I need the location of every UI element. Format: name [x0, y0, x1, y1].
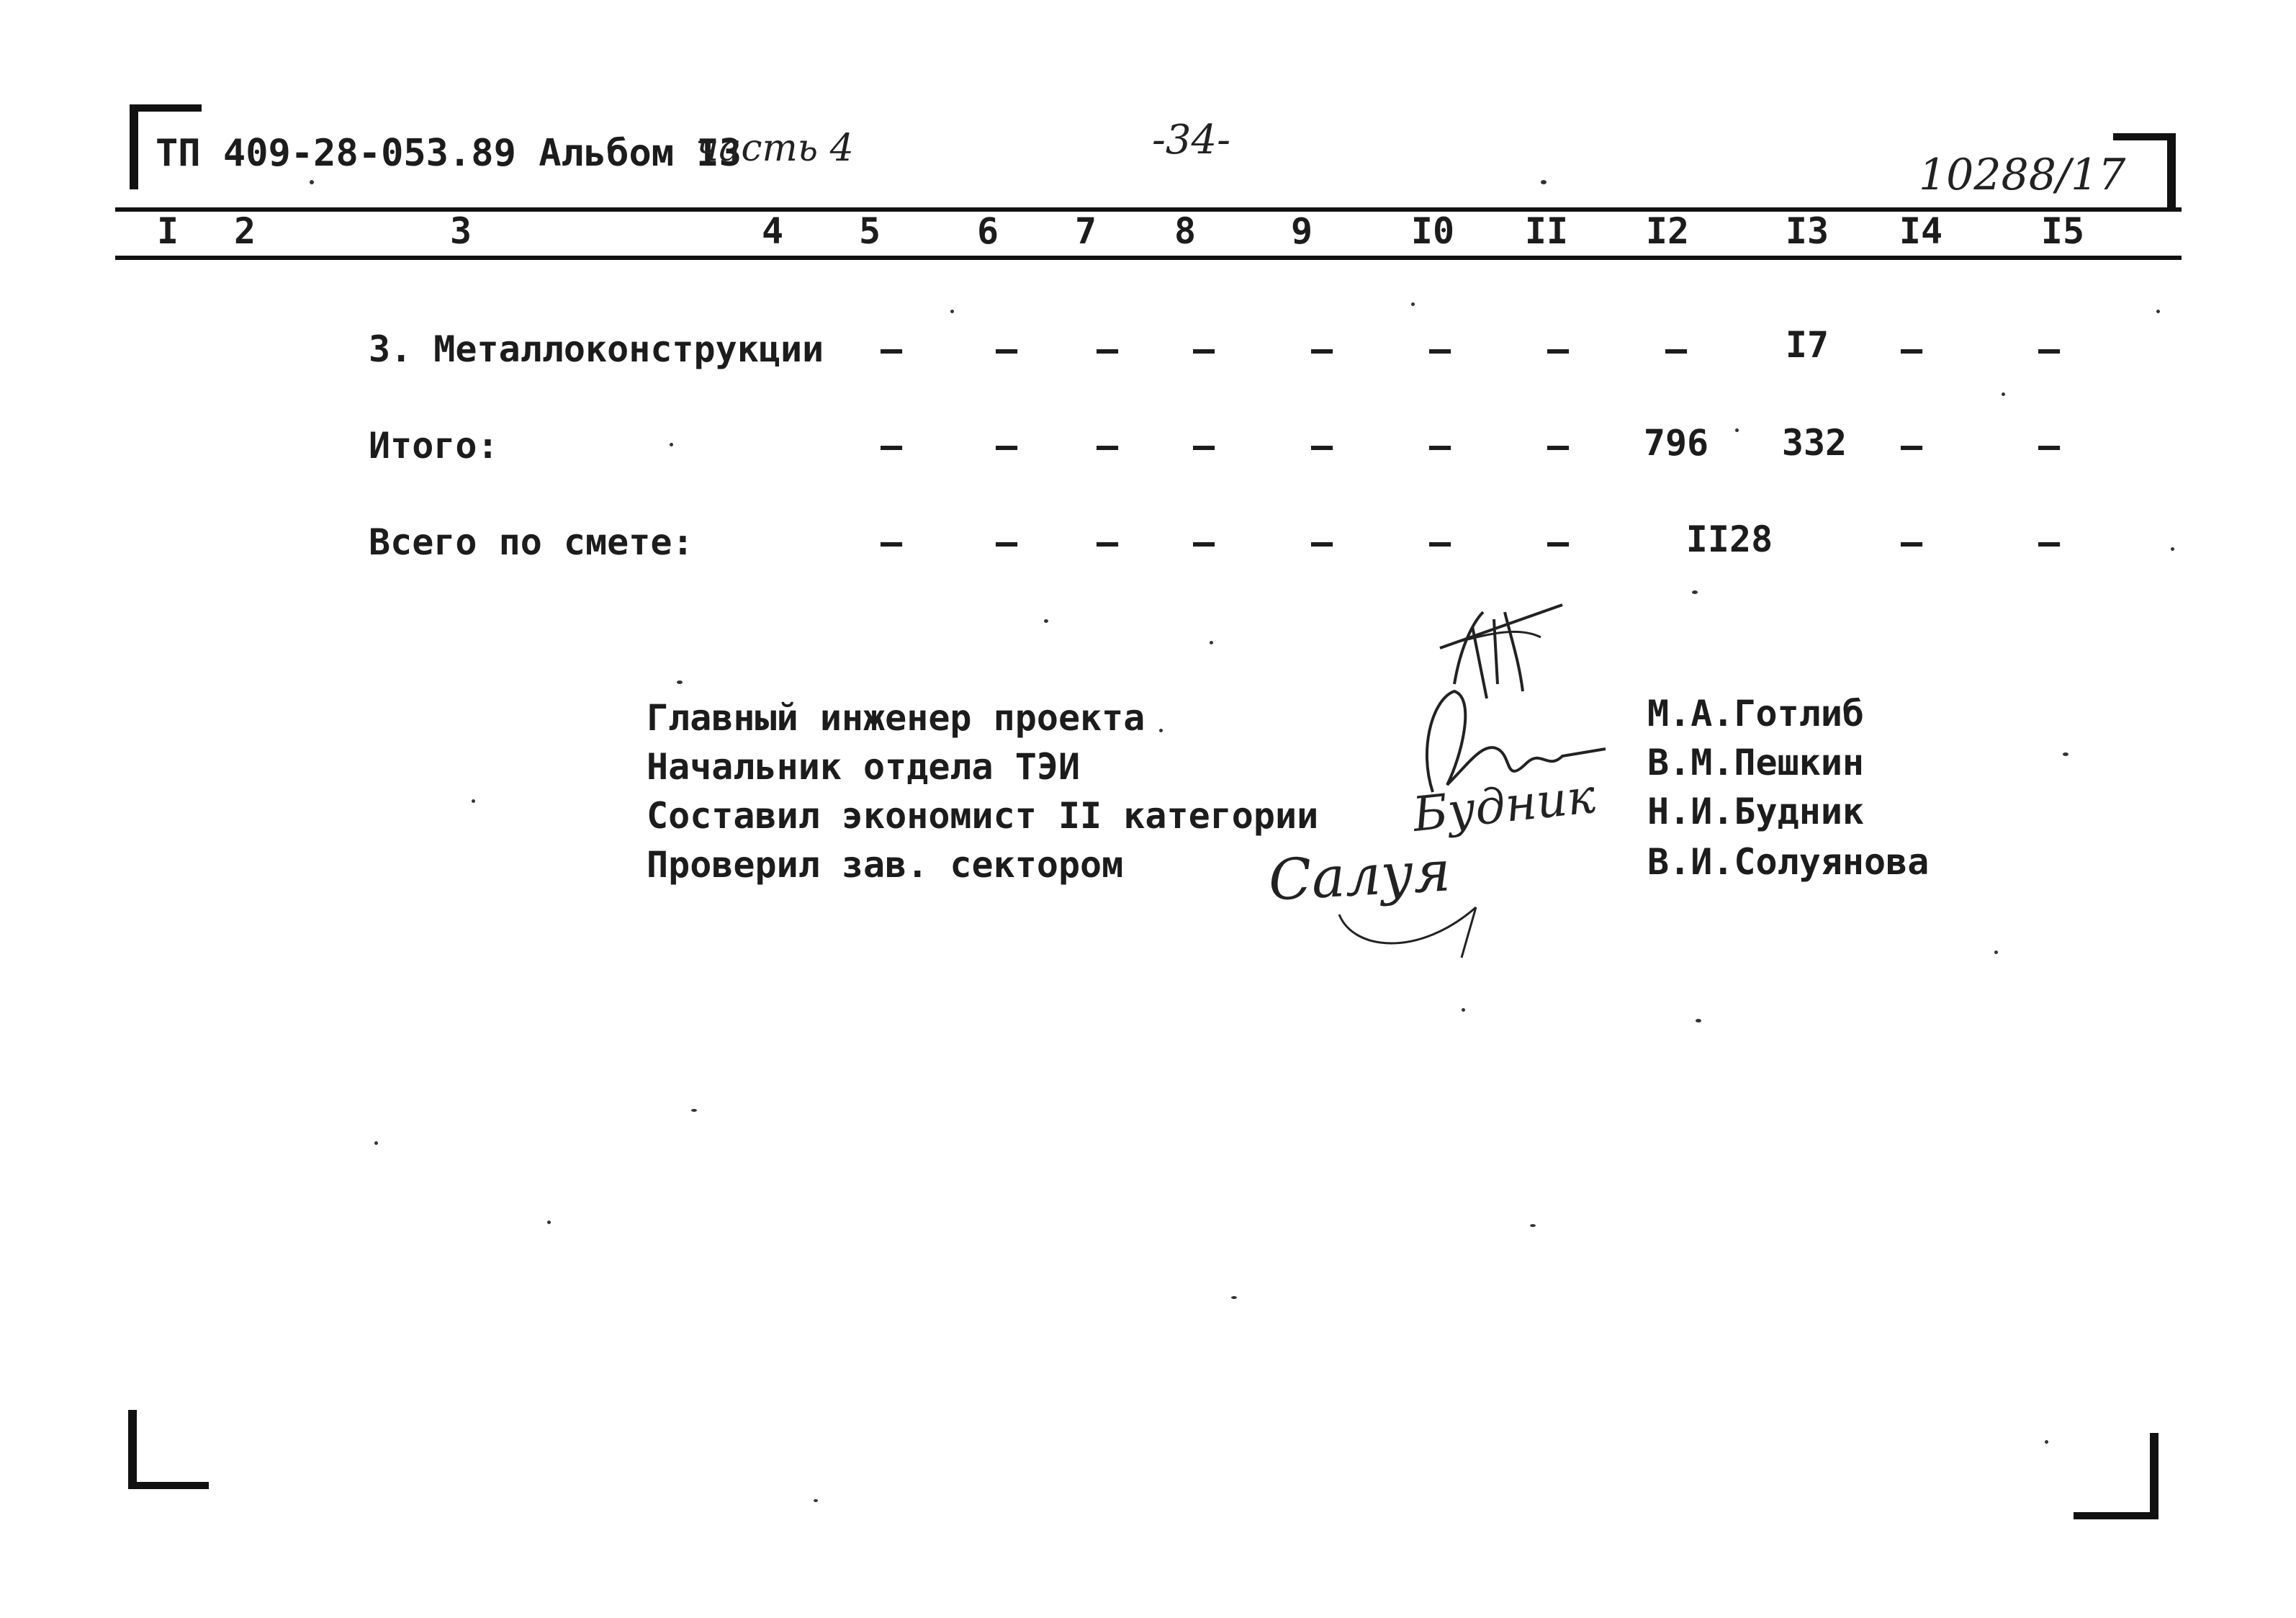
table-cell: – [2038, 521, 2061, 563]
column-number: 2 [233, 210, 256, 252]
scan-speck [1530, 1224, 1536, 1227]
table-cell: – [2038, 328, 2061, 370]
table-cell: 332 [1781, 422, 1847, 464]
table-cell: 796 [1643, 422, 1709, 464]
scan-speck [2171, 547, 2174, 551]
table-cell: – [1192, 328, 1215, 370]
top-left-corner-mark [130, 104, 138, 189]
signatory-name: В.М.Пешкин [1647, 742, 1865, 783]
table-top-rule [115, 207, 2182, 212]
table-cell: – [1310, 425, 1333, 467]
scan-speck [310, 180, 314, 184]
scan-speck [1231, 1296, 1237, 1299]
table-cell: – [1428, 425, 1451, 467]
document-id: ТП 409-28-053.89 Альбом I3 [156, 132, 742, 175]
table-cell: – [995, 425, 1018, 467]
table-cell: – [1428, 328, 1451, 370]
signatory-name: М.А.Готлиб [1647, 693, 1865, 734]
table-cell: – [995, 521, 1018, 563]
signatory-role: Начальник отдела ТЭИ [647, 746, 1081, 788]
table-cell: – [1096, 425, 1119, 467]
table-cell: – [880, 425, 903, 467]
table-cell: – [995, 328, 1018, 370]
table-cell: – [880, 521, 903, 563]
bottom-right-corner-mark [2150, 1433, 2158, 1519]
scan-speck [691, 1109, 697, 1112]
column-number: 6 [976, 210, 999, 252]
scan-speck [670, 443, 673, 446]
page-number: -34- [1152, 117, 1231, 163]
table-cell: II28 [1685, 518, 1773, 560]
signatory-role: Проверил зав. сектором [647, 844, 1124, 886]
scan-speck [814, 1499, 818, 1502]
table-cell: – [1547, 425, 1570, 467]
scan-speck [1210, 641, 1213, 644]
scan-speck [2063, 752, 2068, 756]
column-number: I [156, 210, 179, 252]
column-number: 3 [449, 210, 472, 252]
column-number: 4 [761, 210, 784, 252]
column-number: I5 [2040, 210, 2085, 252]
top-right-corner-mark-h [2113, 133, 2176, 140]
table-cell: I7 [1785, 324, 1829, 366]
scan-speck [950, 310, 954, 313]
table-cell: – [1310, 328, 1333, 370]
scan-speck [1696, 1019, 1701, 1023]
table-cell: – [1428, 521, 1451, 563]
signatory-name: Н.И.Будник [1647, 791, 1865, 832]
column-number: 7 [1074, 210, 1097, 252]
column-number: I0 [1410, 210, 1455, 252]
top-right-corner-mark [2167, 133, 2176, 209]
bottom-left-corner-mark-h [128, 1482, 209, 1489]
column-number: I4 [1899, 210, 1943, 252]
scan-speck [2045, 1440, 2048, 1444]
scan-speck [2156, 310, 2160, 313]
column-number: 8 [1174, 210, 1197, 252]
scan-speck [374, 1141, 378, 1145]
scan-speck [1692, 590, 1698, 594]
scan-speck [677, 680, 683, 684]
table-cell: – [1096, 521, 1119, 563]
table-cell: – [880, 328, 903, 370]
scan-speck [1159, 729, 1163, 732]
scan-speck [1044, 619, 1048, 623]
table-cell: – [1096, 328, 1119, 370]
signature-soluyanova-handwriting: Салуя [1266, 839, 1452, 914]
part-note: часть 4 [695, 127, 854, 170]
column-number: 9 [1290, 210, 1313, 252]
column-number: 5 [858, 210, 881, 252]
scan-speck [1994, 950, 1998, 954]
table-bottom-rule [115, 256, 2182, 260]
column-number: I3 [1785, 210, 1829, 252]
row-label: Всего по смете: [369, 521, 694, 563]
table-cell: – [1900, 521, 1923, 563]
scan-speck [2002, 392, 2005, 396]
inventory-number: 10288/17 [1919, 150, 2126, 200]
bottom-left-corner-mark [128, 1410, 137, 1489]
scan-speck [1541, 180, 1547, 184]
table-cell: – [1900, 425, 1923, 467]
scan-speck [1735, 428, 1739, 432]
signature-budnik-handwriting: Будник [1410, 768, 1598, 843]
column-number: II [1524, 210, 1569, 252]
row-label: 3. Металлоконструкции [369, 328, 824, 370]
scan-speck [1411, 302, 1415, 306]
signature-soluyanova-underline [1332, 878, 1505, 965]
signatory-role: Главный инженер проекта [647, 697, 1145, 739]
table-cell: – [1900, 328, 1923, 370]
table-cell: – [1192, 521, 1215, 563]
table-cell: – [1665, 328, 1688, 370]
column-number: I2 [1645, 210, 1690, 252]
top-left-corner-mark-h [130, 104, 202, 112]
signatory-name: В.И.Солуянова [1647, 841, 1930, 883]
table-cell: – [1310, 521, 1333, 563]
table-cell: – [2038, 425, 2061, 467]
scan-speck [1462, 1008, 1465, 1012]
table-cell: – [1547, 328, 1570, 370]
bottom-right-corner-mark-h [2074, 1512, 2158, 1519]
scan-speck [472, 799, 475, 803]
signatory-role: Составил экономист II категории [647, 795, 1319, 837]
table-cell: – [1192, 425, 1215, 467]
table-cell: – [1547, 521, 1570, 563]
row-label: Итого: [369, 425, 499, 467]
scan-speck [547, 1221, 551, 1224]
